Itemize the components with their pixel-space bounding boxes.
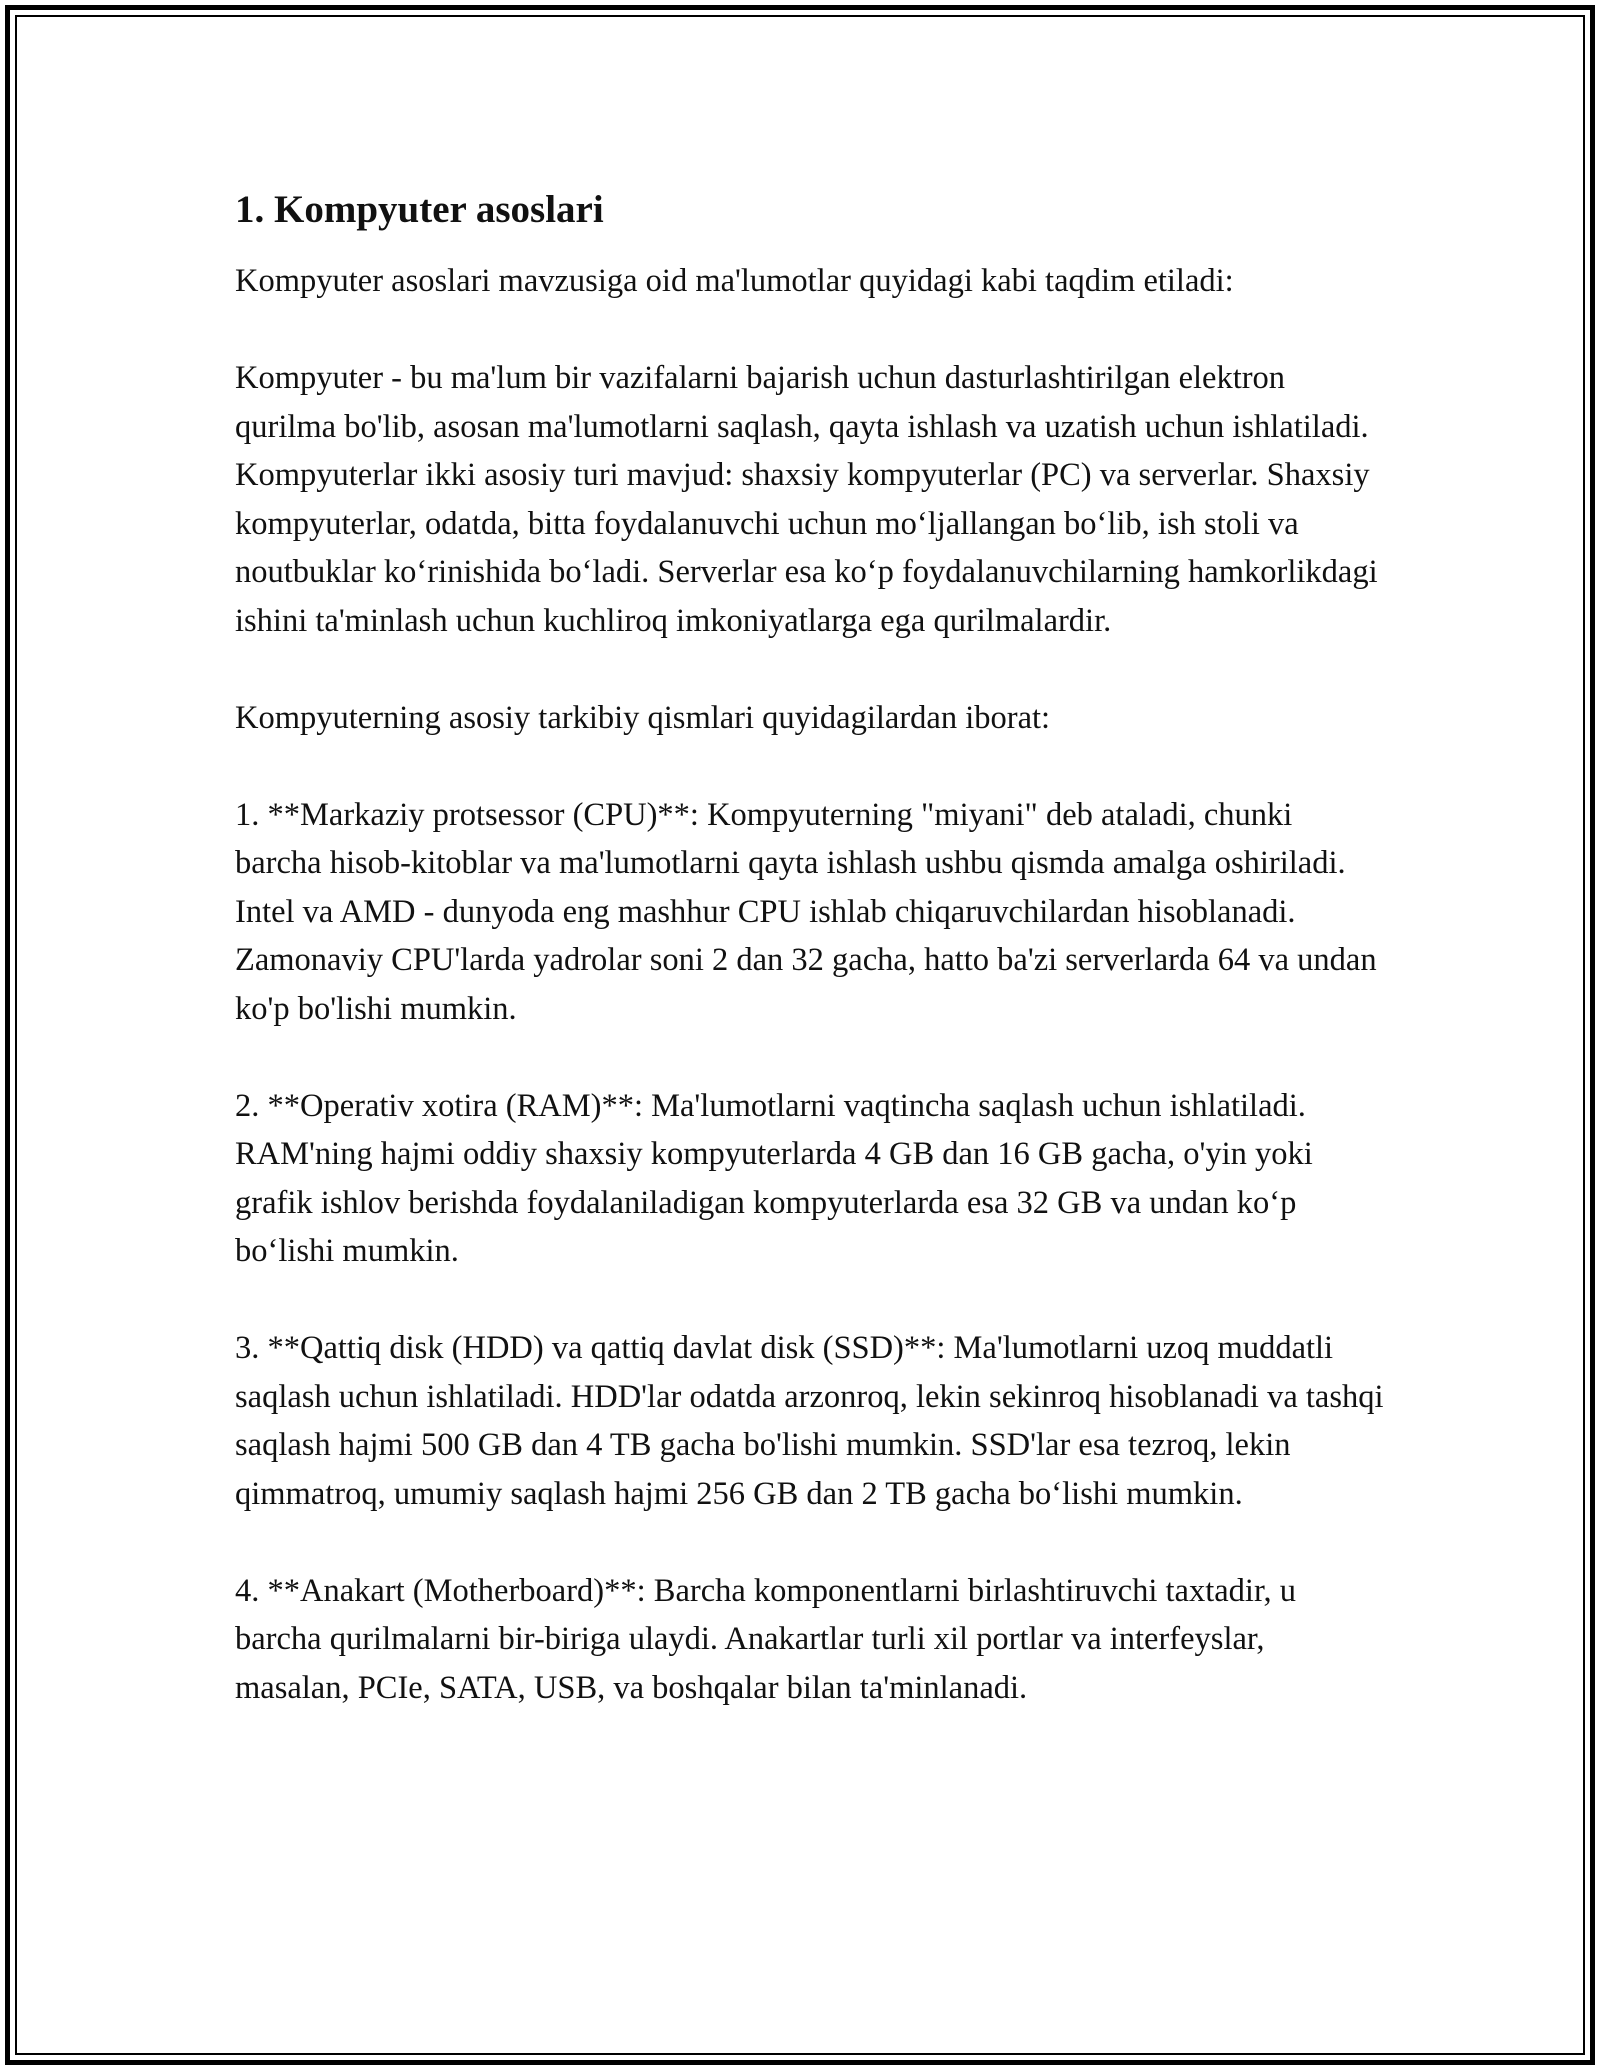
document-body	[235, 185, 1385, 1712]
definition-paragraph: Kompyuter - bu ma'lum bir vazifalarni bajarish uchun dasturlashtirilgan elektron qurilma bo'lib, asosan ma'lumotlarni saqlash, qayta ishlash va uzatish uchun ishlatiladi. Kompyuterlar ikki asosiy turi mavjud: shaxsiy kompyuterlar (PC) va serverlar. Shaxsiy kompyuterlar, odatda, bitta foydalanuvchi uchun moʻljallangan boʻlib, ish stoli va noutbuklar koʻrinishida boʻladi. Serverlar esa koʻp foydalanuvchilarning hamkorlikdagi ishini ta'minlash uchun kuchliroq imkoniyatlarga ega qurilmalardir.	[235, 360, 1378, 639]
ram-paragraph: 2. **Operativ xotira (RAM)**: Ma'lumotlarni vaqtincha saqlash uchun ishlatiladi. RAM'ning hajmi oddiy shaxsiy kompyuterlarda 4 GB dan 16 GB gacha, o'yin yoki grafik ishlov berishda foydalaniladigan kompyuterlarda esa 32 GB va undan koʻp boʻlishi mumkin.	[235, 1087, 1313, 1269]
page-title: 1. Kompyuter asoslari	[235, 188, 604, 231]
components-intro-paragraph: Kompyuterning asosiy tarkibiy qismlari quyidagilardan iborat:	[235, 699, 1051, 736]
motherboard-paragraph: 4. **Anakart (Motherboard)**: Barcha komponentlarni birlashtiruvchi taxtadir, u barcha qurilmalarni bir-biriga ulaydi. Anakartlar turli xil portlar va interfeyslar, masalan, PCIe, SATA, USB, va boshqalar bilan ta'minlanadi.	[235, 1572, 1296, 1706]
cpu-paragraph: 1. **Markaziy protsessor (CPU)**: Kompyuterning "miyani" deb ataladi, chunki barcha hisob-kitoblar va ma'lumotlarni qayta ishlash ushbu qismda amalga oshiriladi. Intel va AMD - dunyoda eng mashhur CPU ishlab chiqaruvchilardan hisoblanadi. Zamonaviy CPU'larda yadrolar soni 2 dan 32 gacha, hatto ba'zi serverlarda 64 va undan ko'p bo'lishi mumkin.	[235, 796, 1377, 1027]
storage-paragraph: 3. **Qattiq disk (HDD) va qattiq davlat disk (SSD)**: Ma'lumotlarni uzoq muddatli saqlash uchun ishlatiladi. HDD'lar odatda arzonroq, lekin sekinroq hisoblanadi va tashqi saqlash hajmi 500 GB dan 4 TB gacha bo'lishi mumkin. SSD'lar esa tezroq, lekin qimmatroq, umumiy saqlash hajmi 256 GB dan 2 TB gacha boʻlishi mumkin.	[235, 1330, 1384, 1512]
intro-paragraph: Kompyuter asoslari mavzusiga oid ma'lumotlar quyidagi kabi taqdim etiladi:	[235, 263, 1234, 299]
